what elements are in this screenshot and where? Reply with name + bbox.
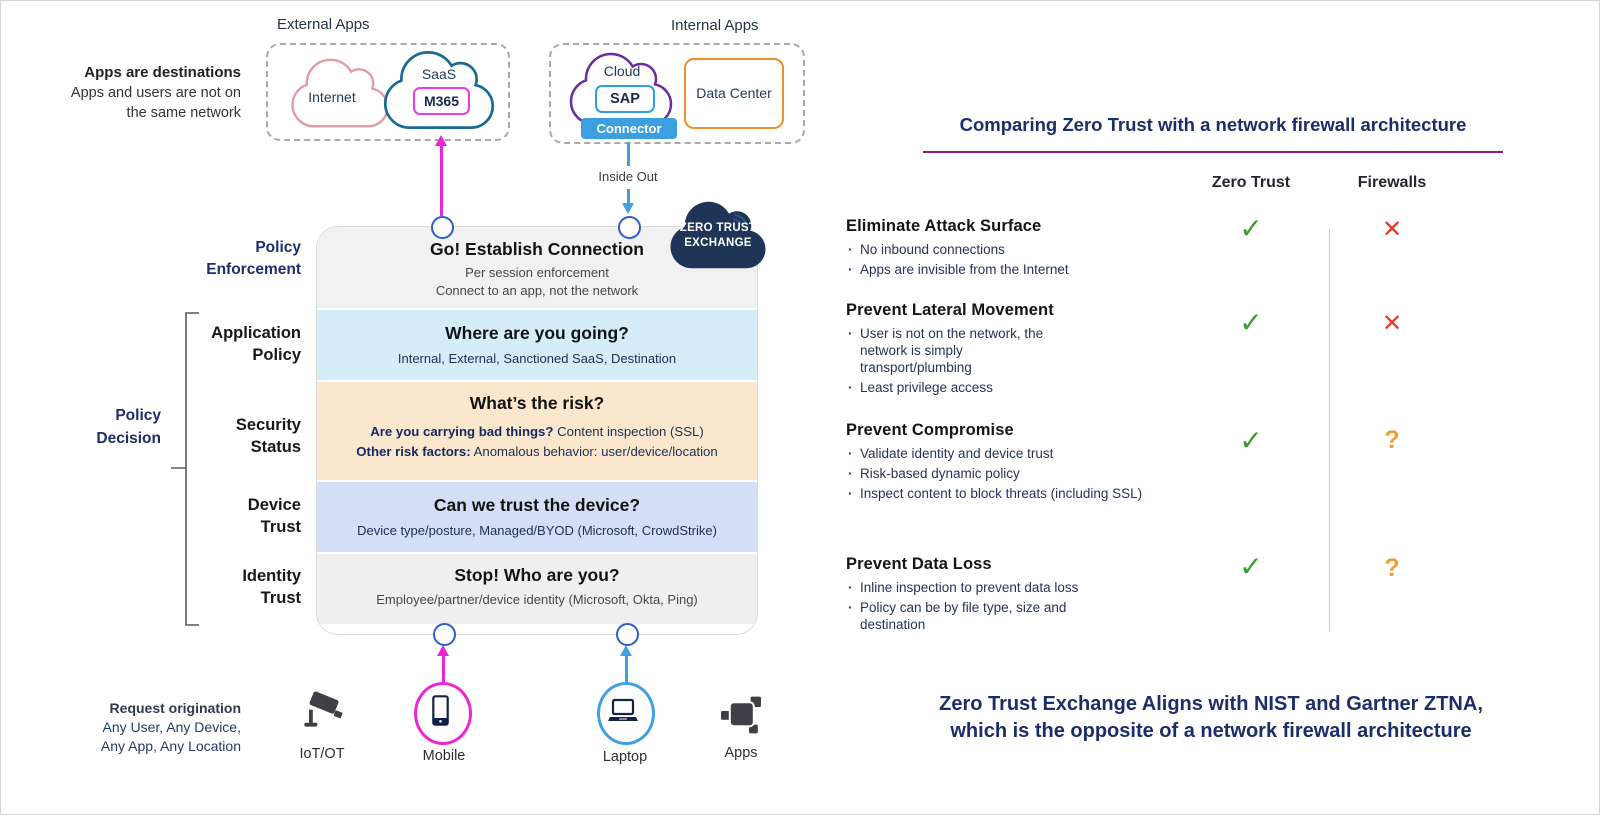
row-bullet: · Policy can be by file type, size and destination: [846, 599, 1108, 633]
row-bullet: · Apps are invisible from the Internet: [846, 261, 1166, 278]
request-origination-title: Request origination: [109, 700, 241, 716]
comparison-row-prevent-compromise: [846, 421, 1176, 505]
comparison-row-prevent-lateral-movement: [846, 301, 1176, 399]
comparison-row-eliminate-attack-surface: [846, 217, 1176, 281]
mobile-label: Mobile: [422, 748, 466, 764]
apps-note-line2: the same network: [126, 105, 241, 121]
iot-label: IoT/OT: [299, 746, 345, 762]
comparison-row-prevent-data-loss: [846, 555, 1176, 636]
external-apps-label: External Apps: [277, 16, 370, 33]
column-header-zero-trust: Zero Trust: [1211, 174, 1291, 191]
nist-statement-line1: Zero Trust Exchange Aligns with NIST and Gartner ZTNA,: [939, 693, 1483, 715]
row-bullet: · Risk-based dynamic policy: [846, 465, 1146, 482]
magenta-arrow-line: [440, 145, 443, 216]
application-policy-line2: Policy: [252, 346, 301, 364]
zero-trust-check-3: ✓: [1239, 425, 1263, 456]
security-status-label: [141, 414, 301, 458]
policy-enforcement-line2: Enforcement: [206, 261, 301, 278]
request-origination-line1: Any User, Any Device,: [102, 719, 241, 735]
identity-trust-line2: Trust: [260, 589, 301, 607]
policy-enforcement-line1: Policy: [255, 239, 301, 256]
row4-sub: Device type/posture, Managed/BYOD (Microsoft, CrowdStrike): [357, 523, 717, 538]
row-heading: Eliminate Attack Surface: [846, 217, 1042, 235]
blue-arrow-line-bottom: [627, 189, 630, 203]
application-policy-line1: Application: [211, 324, 301, 342]
inside-out-label: Inside Out: [598, 169, 658, 184]
application-policy-row: [317, 308, 757, 380]
zte-line1: ZERO TRUST: [679, 222, 757, 234]
row1-sub1: Per session enforcement: [465, 265, 609, 280]
row-bullet: · Inline inspection to prevent data loss: [846, 579, 1108, 596]
nist-statement: [871, 691, 1551, 745]
firewalls-x-1: ✕: [1381, 216, 1403, 243]
zero-trust-check-1: ✓: [1239, 213, 1263, 244]
row-bullet: · Least privilege access: [846, 379, 1054, 396]
row-heading: Prevent Lateral Movement: [846, 301, 1054, 319]
apps-note-line1: Apps and users are not on: [70, 85, 241, 101]
row3-sub2-rest: Anomalous behavior: user/device/location: [470, 444, 718, 459]
iot-camera-icon: [299, 687, 345, 737]
application-policy-label: [141, 322, 301, 366]
row-bullet: · Validate identity and device trust: [846, 445, 1146, 462]
identity-trust-line1: Identity: [242, 567, 301, 585]
row3-sub1-rest: Content inspection (SSL): [553, 424, 704, 439]
apps-icon: [717, 691, 765, 739]
row-heading: Prevent Compromise: [846, 421, 1014, 439]
blue-arrow-line-top: [627, 142, 630, 166]
security-status-line2: Status: [250, 438, 301, 456]
laptop-label: Laptop: [602, 749, 648, 765]
connection-node-top-left: [431, 216, 454, 239]
policy-decision-line1: Policy: [115, 407, 161, 424]
policy-stack: [316, 226, 758, 635]
device-trust-row: [317, 480, 757, 552]
internet-label: Internet: [308, 89, 356, 105]
security-status-line1: Security: [235, 416, 301, 434]
policy-decision-line2: Decision: [96, 430, 161, 447]
zero-trust-check-2: ✓: [1239, 307, 1263, 338]
row2-sub: Internal, External, Sanctioned SaaS, Destination: [397, 351, 677, 366]
apps-label: Apps: [724, 745, 758, 761]
apps-note: [41, 63, 241, 123]
row3-sub1: [317, 414, 757, 442]
row5-title: Stop! Who are you?: [454, 565, 620, 585]
connection-node-bottom-left: [433, 623, 456, 646]
column-header-firewalls: Firewalls: [1357, 174, 1427, 191]
row-bullet: · No inbound connections: [846, 241, 1166, 258]
internal-apps-label: Internal Apps: [671, 17, 759, 34]
comparison-title: Comparing Zero Trust with a network firewall architecture: [959, 114, 1467, 135]
firewalls-question-4: ?: [1384, 554, 1400, 582]
column-divider: [1329, 229, 1330, 631]
row1-sub2: Connect to an app, not the network: [435, 282, 639, 298]
row2-title: Where are you going?: [445, 323, 629, 343]
nist-statement-line2: which is the opposite of a network firewall architecture: [950, 720, 1472, 742]
identity-trust-label: [141, 565, 301, 609]
device-trust-line1: Device: [247, 496, 301, 514]
connection-node-bottom-right: [616, 623, 639, 646]
row1-title: Go! Establish Connection: [430, 239, 644, 259]
row4-title: Can we trust the device?: [433, 495, 641, 515]
row3-sub2-bold: Other risk factors:: [356, 444, 471, 459]
row3-sub1-bold: Are you carrying bad things?: [370, 424, 554, 439]
firewalls-x-2: ✕: [1381, 310, 1403, 337]
row3-title: What’s the risk?: [469, 393, 605, 413]
saas-label: SaaS: [421, 66, 457, 82]
row-bullet: · Inspect content to block threats (including SSL): [846, 485, 1146, 502]
zero-trust-check-4: ✓: [1239, 551, 1263, 582]
mobile-phone-icon: [432, 695, 449, 726]
zero-trust-exchange-label: [659, 221, 777, 251]
row3-sub2: [317, 442, 757, 462]
connection-node-top-right: [618, 216, 641, 239]
blue-arrowhead-down: [622, 203, 634, 214]
firewalls-question-3: ?: [1384, 426, 1400, 454]
laptop-icon: [607, 698, 639, 724]
apps-note-title: Apps are destinations: [84, 64, 241, 81]
device-trust-line2: Trust: [260, 518, 301, 536]
laptop-arrow-line: [625, 655, 628, 684]
mobile-arrow-line: [442, 655, 445, 684]
row-heading: Prevent Data Loss: [846, 555, 992, 573]
sap-badge: SAP: [595, 85, 655, 113]
request-origination: [41, 699, 241, 756]
row-bullet: · User is not on the network, the network is simply transport/plumbing: [846, 325, 1054, 376]
identity-trust-row: [317, 552, 757, 624]
row5-sub: Employee/partner/device identity (Microsoft, Okta, Ping): [376, 592, 698, 607]
m365-badge: M365: [413, 87, 470, 115]
data-center-box: Data Center: [684, 58, 784, 129]
policy-enforcement-label: [141, 237, 301, 281]
security-status-row: [317, 380, 757, 480]
zte-line2: EXCHANGE: [684, 237, 752, 249]
cloud-label: Cloud: [603, 63, 641, 79]
device-trust-label: [141, 494, 301, 538]
request-origination-line2: Any App, Any Location: [100, 738, 241, 754]
connector-badge: Connector: [581, 118, 677, 139]
title-underline: [923, 151, 1503, 153]
